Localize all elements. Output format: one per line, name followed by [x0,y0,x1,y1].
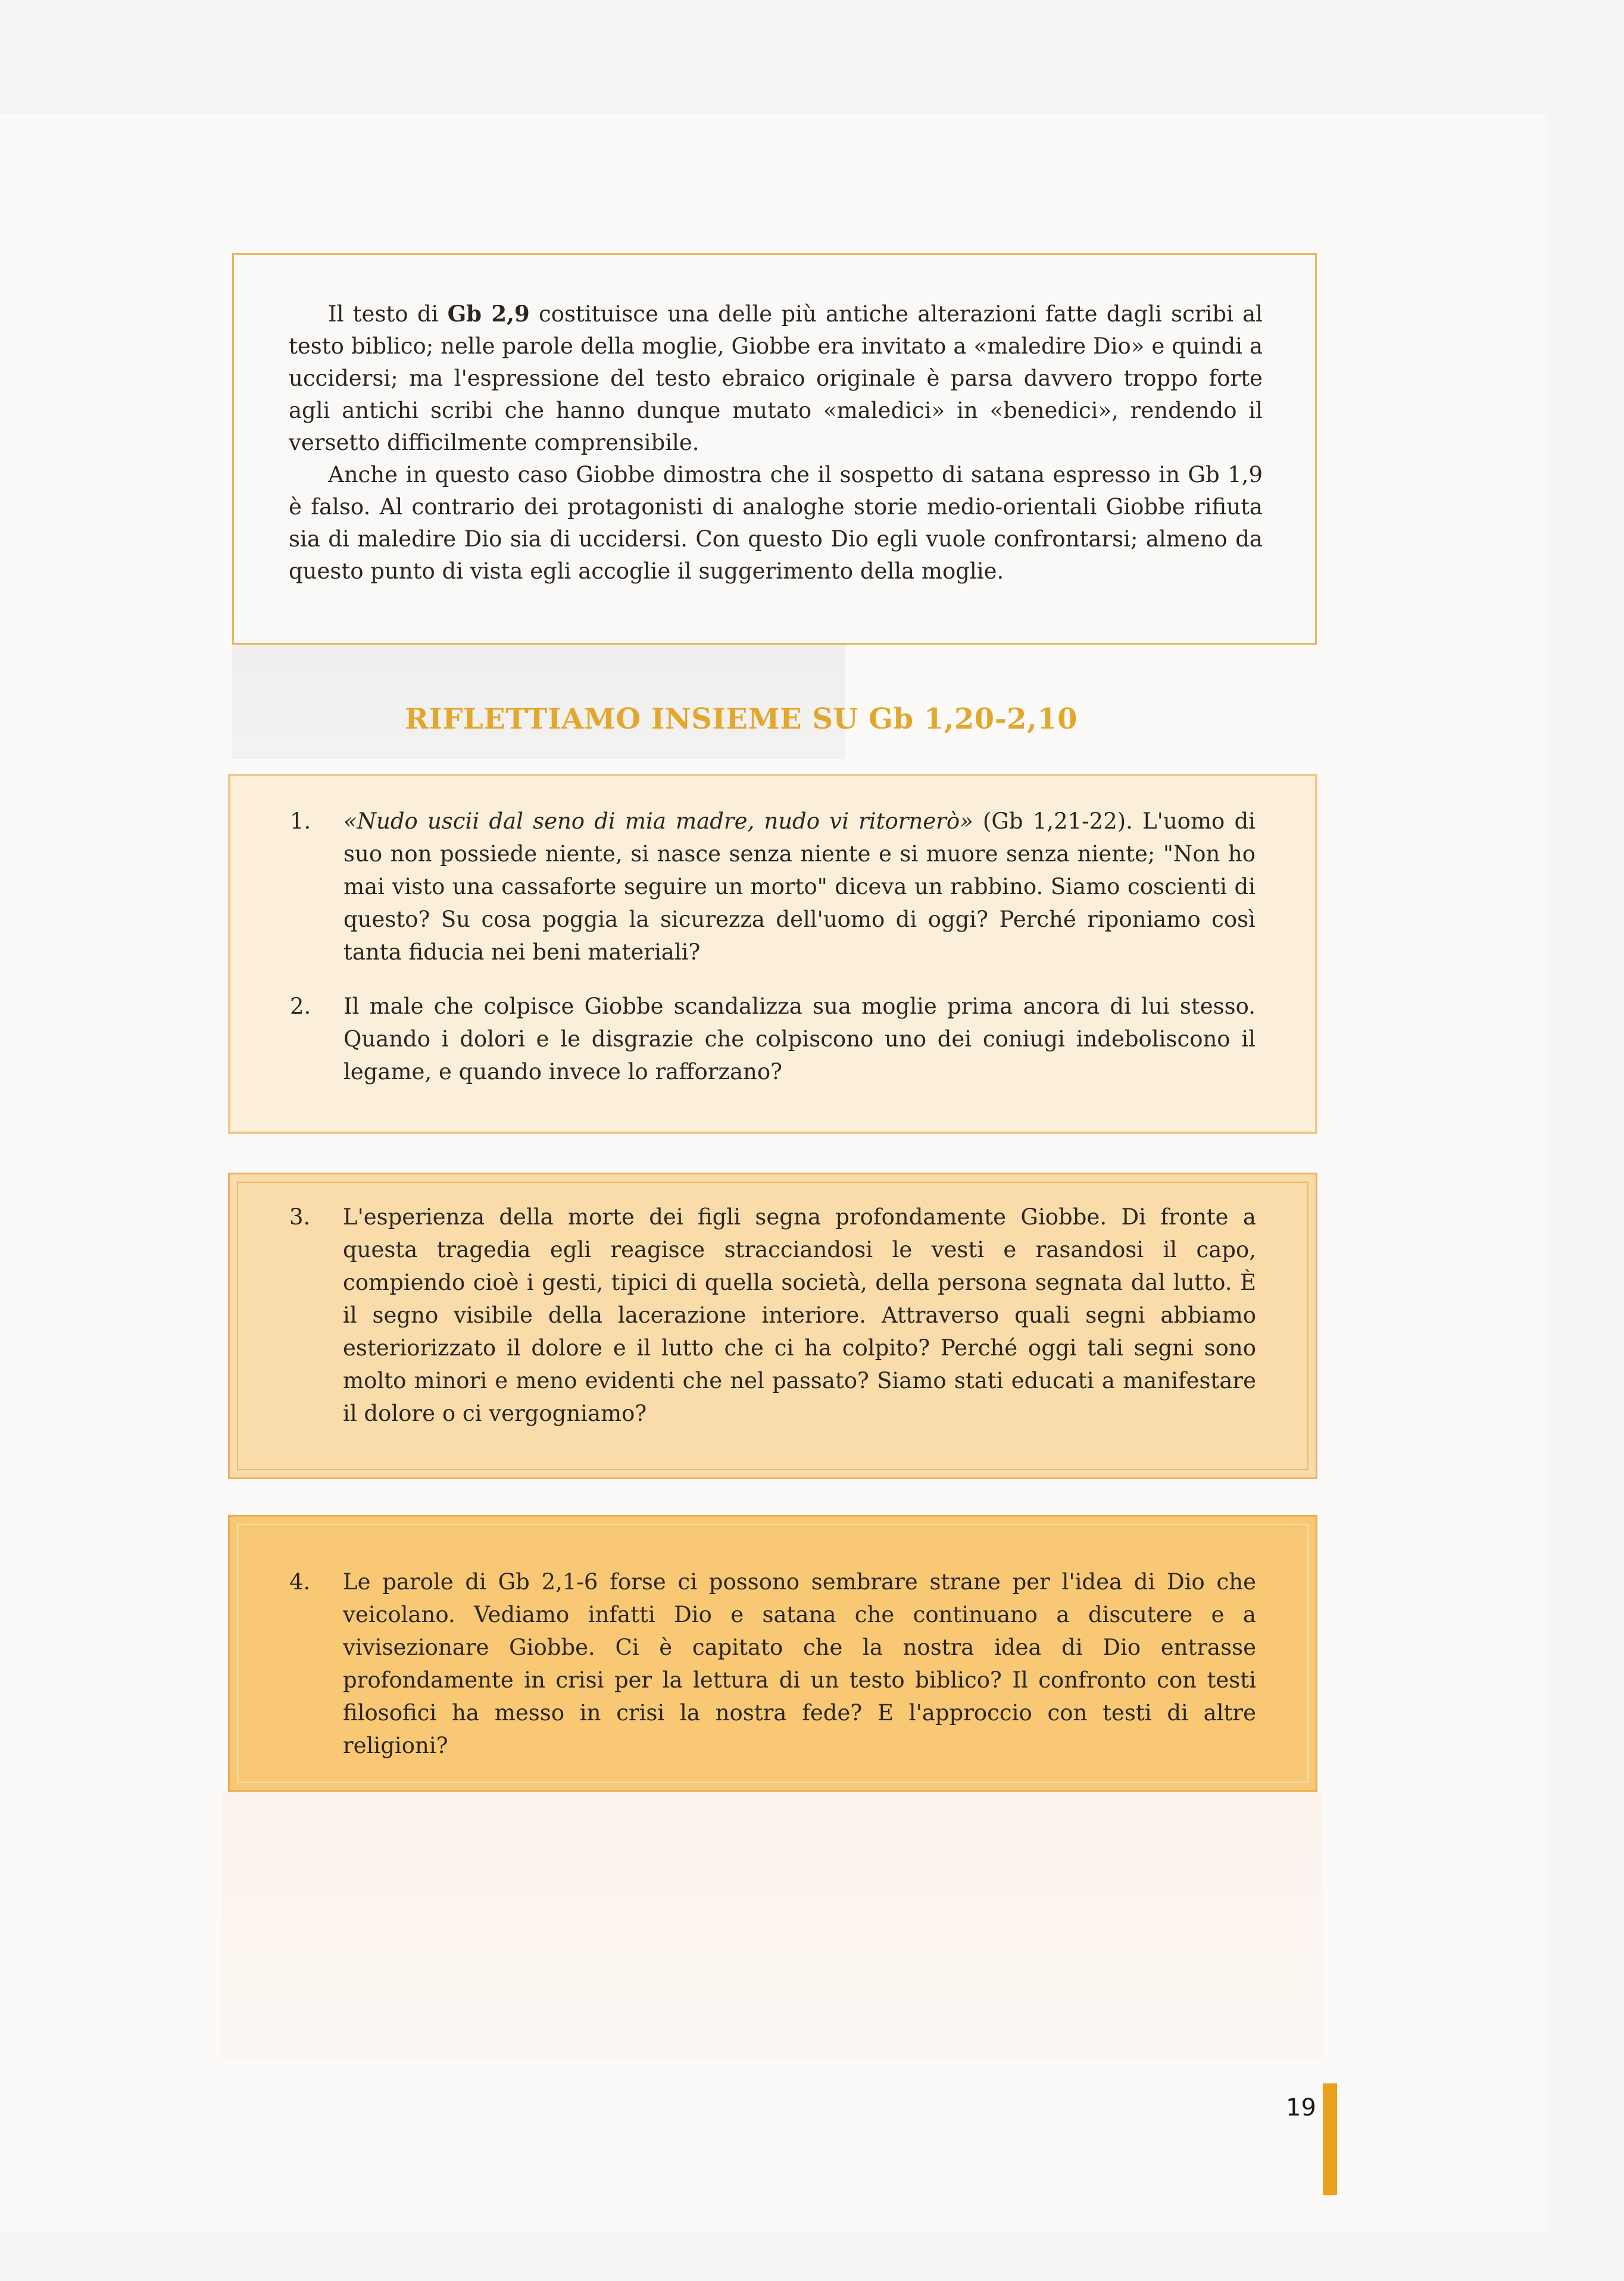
intro-box [232,253,1317,645]
questions-box-1 [228,774,1317,1134]
intro-text-start: Il testo di [328,301,448,327]
intro-reference: Gb 2,9 [447,301,530,327]
question-item [289,1566,1256,1762]
question-item [290,990,1256,1088]
question-number: 1. [290,808,311,834]
question-number: 3. [289,1204,311,1230]
question-item [289,1201,1256,1430]
intro-paragraph-2: Anche in questo caso Giobbe dimostra che il sospetto di satana espresso in Gb 1,9 è falso. Al contrario dei protagonisti di analoghe storie medio-orientali Giobbe rifiuta sia di maledire Dio sia di uccidersi. Con questo Dio egli vuole confrontarsi; almeno da questo punto di vista egli accoglie il suggerimento della moglie. [289,462,1263,584]
question-text: Il male che colpisce Giobbe scandalizza sua moglie prima ancora di lui stesso. Quando i dolori e le disgrazie che colpiscono uno dei coniugi indeboliscono il legame, e quando invece lo rafforzano? [343,993,1256,1085]
page-number-bar [1323,2083,1337,2195]
show-through-area [221,1792,1323,2060]
question-number: 4. [289,1569,311,1595]
question-body: (Gb 1,21-22). L'uomo di suo non possiede niente, si nasce senza niente e si muore senza niente; "Non ho mai visto una cassaforte seguire un morto" diceva un rabbino. Siamo coscienti di questo? Su cosa poggia la sicurezza dell'uomo di oggi? Perché riponiamo così tanta fiducia nei beni materiali? [343,808,1256,965]
question-text [343,805,1256,968]
intro-text-rest: costituisce una delle più antiche alterazioni fatte dagli scribi al testo biblico; nelle parole della moglie, Giobbe era invitato a «maledire Dio» e quindi a uccidersi; ma l'espressione del testo ebraico originale è parsa davvero troppo forte agli antichi scribi che hanno dunque mutato «maledici» in «benedici», rendendo il versetto difficilmente comprensibile. [289,301,1263,455]
questions-box-2 [228,1173,1317,1479]
questions-box-3 [228,1515,1317,1792]
question-item [290,805,1256,968]
question-number: 2. [290,993,311,1019]
section-heading: RIFLETTIAMO INSIEME SU Gb 1,20-2,10 [405,702,1078,736]
intro-paragraph-1 [289,298,1263,459]
question-text: Le parole di Gb 2,1-6 forse ci possono sembrare strane per l'idea di Dio che veicolano. Vediamo infatti Dio e satana che continuano a discutere e a vivisezionare Giobbe. Ci è capitato che la nostra idea di Dio entrasse profondamente in crisi per la lettura di un testo biblico? Il confronto con testi filosofici ha messo in crisi la nostra fede? E l'approccio con testi di altre religioni? [343,1569,1256,1758]
question-text: L'esperienza della morte dei figli segna profondamente Giobbe. Di fronte a questa tragedia egli reagisce stracciandosi le vesti e rasandosi il capo, compiendo cioè i gesti, tipici di quella società, della persona segnata dal lutto. È il segno visibile della lacerazione interiore. Attraverso quali segni abbiamo esteriorizzato il dolore e il lutto che ci ha colpito? Perché oggi tali segni sono molto minori e meno evidenti che nel passato? Siamo stati educati a manifestare il dolore o ci vergogniamo? [343,1204,1256,1426]
question-quote: «Nudo uscii dal seno di mia madre, nudo vi ritornerò» [343,808,973,834]
page-number: 19 [1286,2094,1316,2121]
